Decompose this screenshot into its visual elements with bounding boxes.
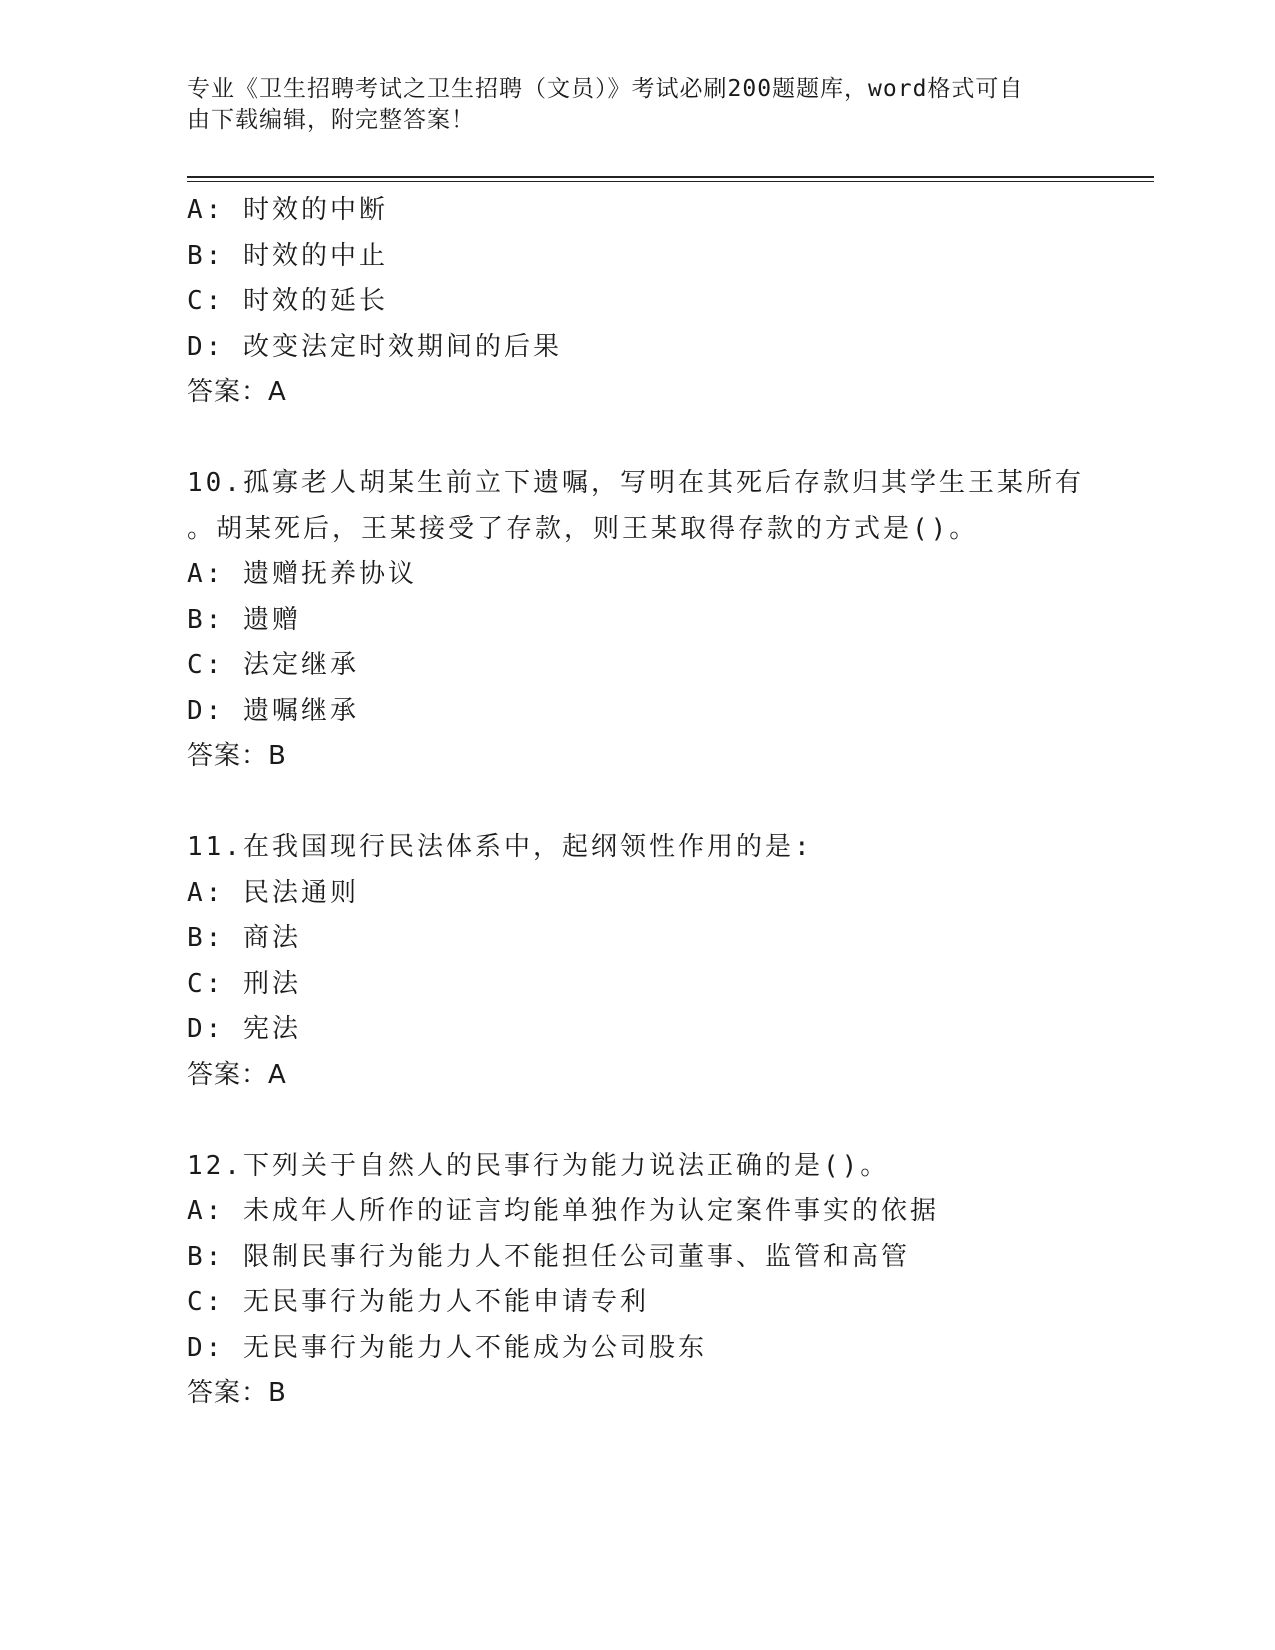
- prev-question-tail: [187, 188, 1147, 416]
- spacer: [187, 780, 1147, 826]
- option-c: C: 刑法: [187, 968, 301, 999]
- question-10: [187, 461, 1147, 780]
- option-b: B: 限制民事行为能力人不能担任公司董事、监管和高管: [187, 1241, 910, 1272]
- option-c: C: 时效的延长: [187, 286, 388, 316]
- option-c: C: 法定继承: [187, 650, 359, 680]
- answer-line: 答案：A: [187, 1059, 287, 1090]
- answer-line: 答案：B: [187, 741, 287, 771]
- option-b: B: 遗赠: [187, 604, 301, 635]
- question-stem-line-1: 12.下列关于自然人的民事行为能力说法正确的是()。: [187, 1150, 890, 1181]
- header-line-1: 专业《卫生招聘考试之卫生招聘（文员）》考试必刷200题题库，word格式可自: [187, 76, 1024, 102]
- option-a: A: 遗赠抚养协议: [187, 559, 417, 589]
- option-b: B: 时效的中止: [187, 240, 388, 271]
- question-12: [187, 1144, 1147, 1417]
- question-stem-line-1: 11.在我国现行民法体系中，起纲领性作用的是:: [187, 832, 813, 862]
- answer-line: 答案：B: [187, 1378, 287, 1408]
- spacer: [187, 1098, 1147, 1144]
- option-d: D: 宪法: [187, 1014, 301, 1044]
- document-header: [187, 74, 1067, 136]
- question-stem-line-1: 10.孤寡老人胡某生前立下遗嘱，写明在其死后存款归其学生王某所有: [187, 468, 1084, 498]
- option-a: A: 时效的中断: [187, 195, 388, 225]
- option-a: A: 未成年人所作的证言均能单独作为认定案件事实的依据: [187, 1196, 939, 1226]
- option-d: D: 改变法定时效期间的后果: [187, 331, 562, 362]
- option-c: C: 无民事行为能力人不能申请专利: [187, 1287, 649, 1317]
- option-b: B: 商法: [187, 923, 301, 953]
- option-a: A: 民法通则: [187, 877, 359, 908]
- question-list: [187, 188, 1147, 1417]
- answer-line: 答案：A: [187, 377, 287, 407]
- question-11: [187, 825, 1147, 1098]
- spacer: [187, 416, 1147, 462]
- header-rule-thick: [187, 176, 1154, 178]
- question-stem-line-2: 。胡某死后，王某接受了存款，则王某取得存款的方式是()。: [187, 513, 979, 544]
- header-rule-thin: [187, 181, 1154, 182]
- header-line-2: 由下载编辑，附完整答案！: [187, 107, 475, 133]
- option-d: D: 无民事行为能力人不能成为公司股东: [187, 1332, 707, 1363]
- option-d: D: 遗嘱继承: [187, 695, 359, 726]
